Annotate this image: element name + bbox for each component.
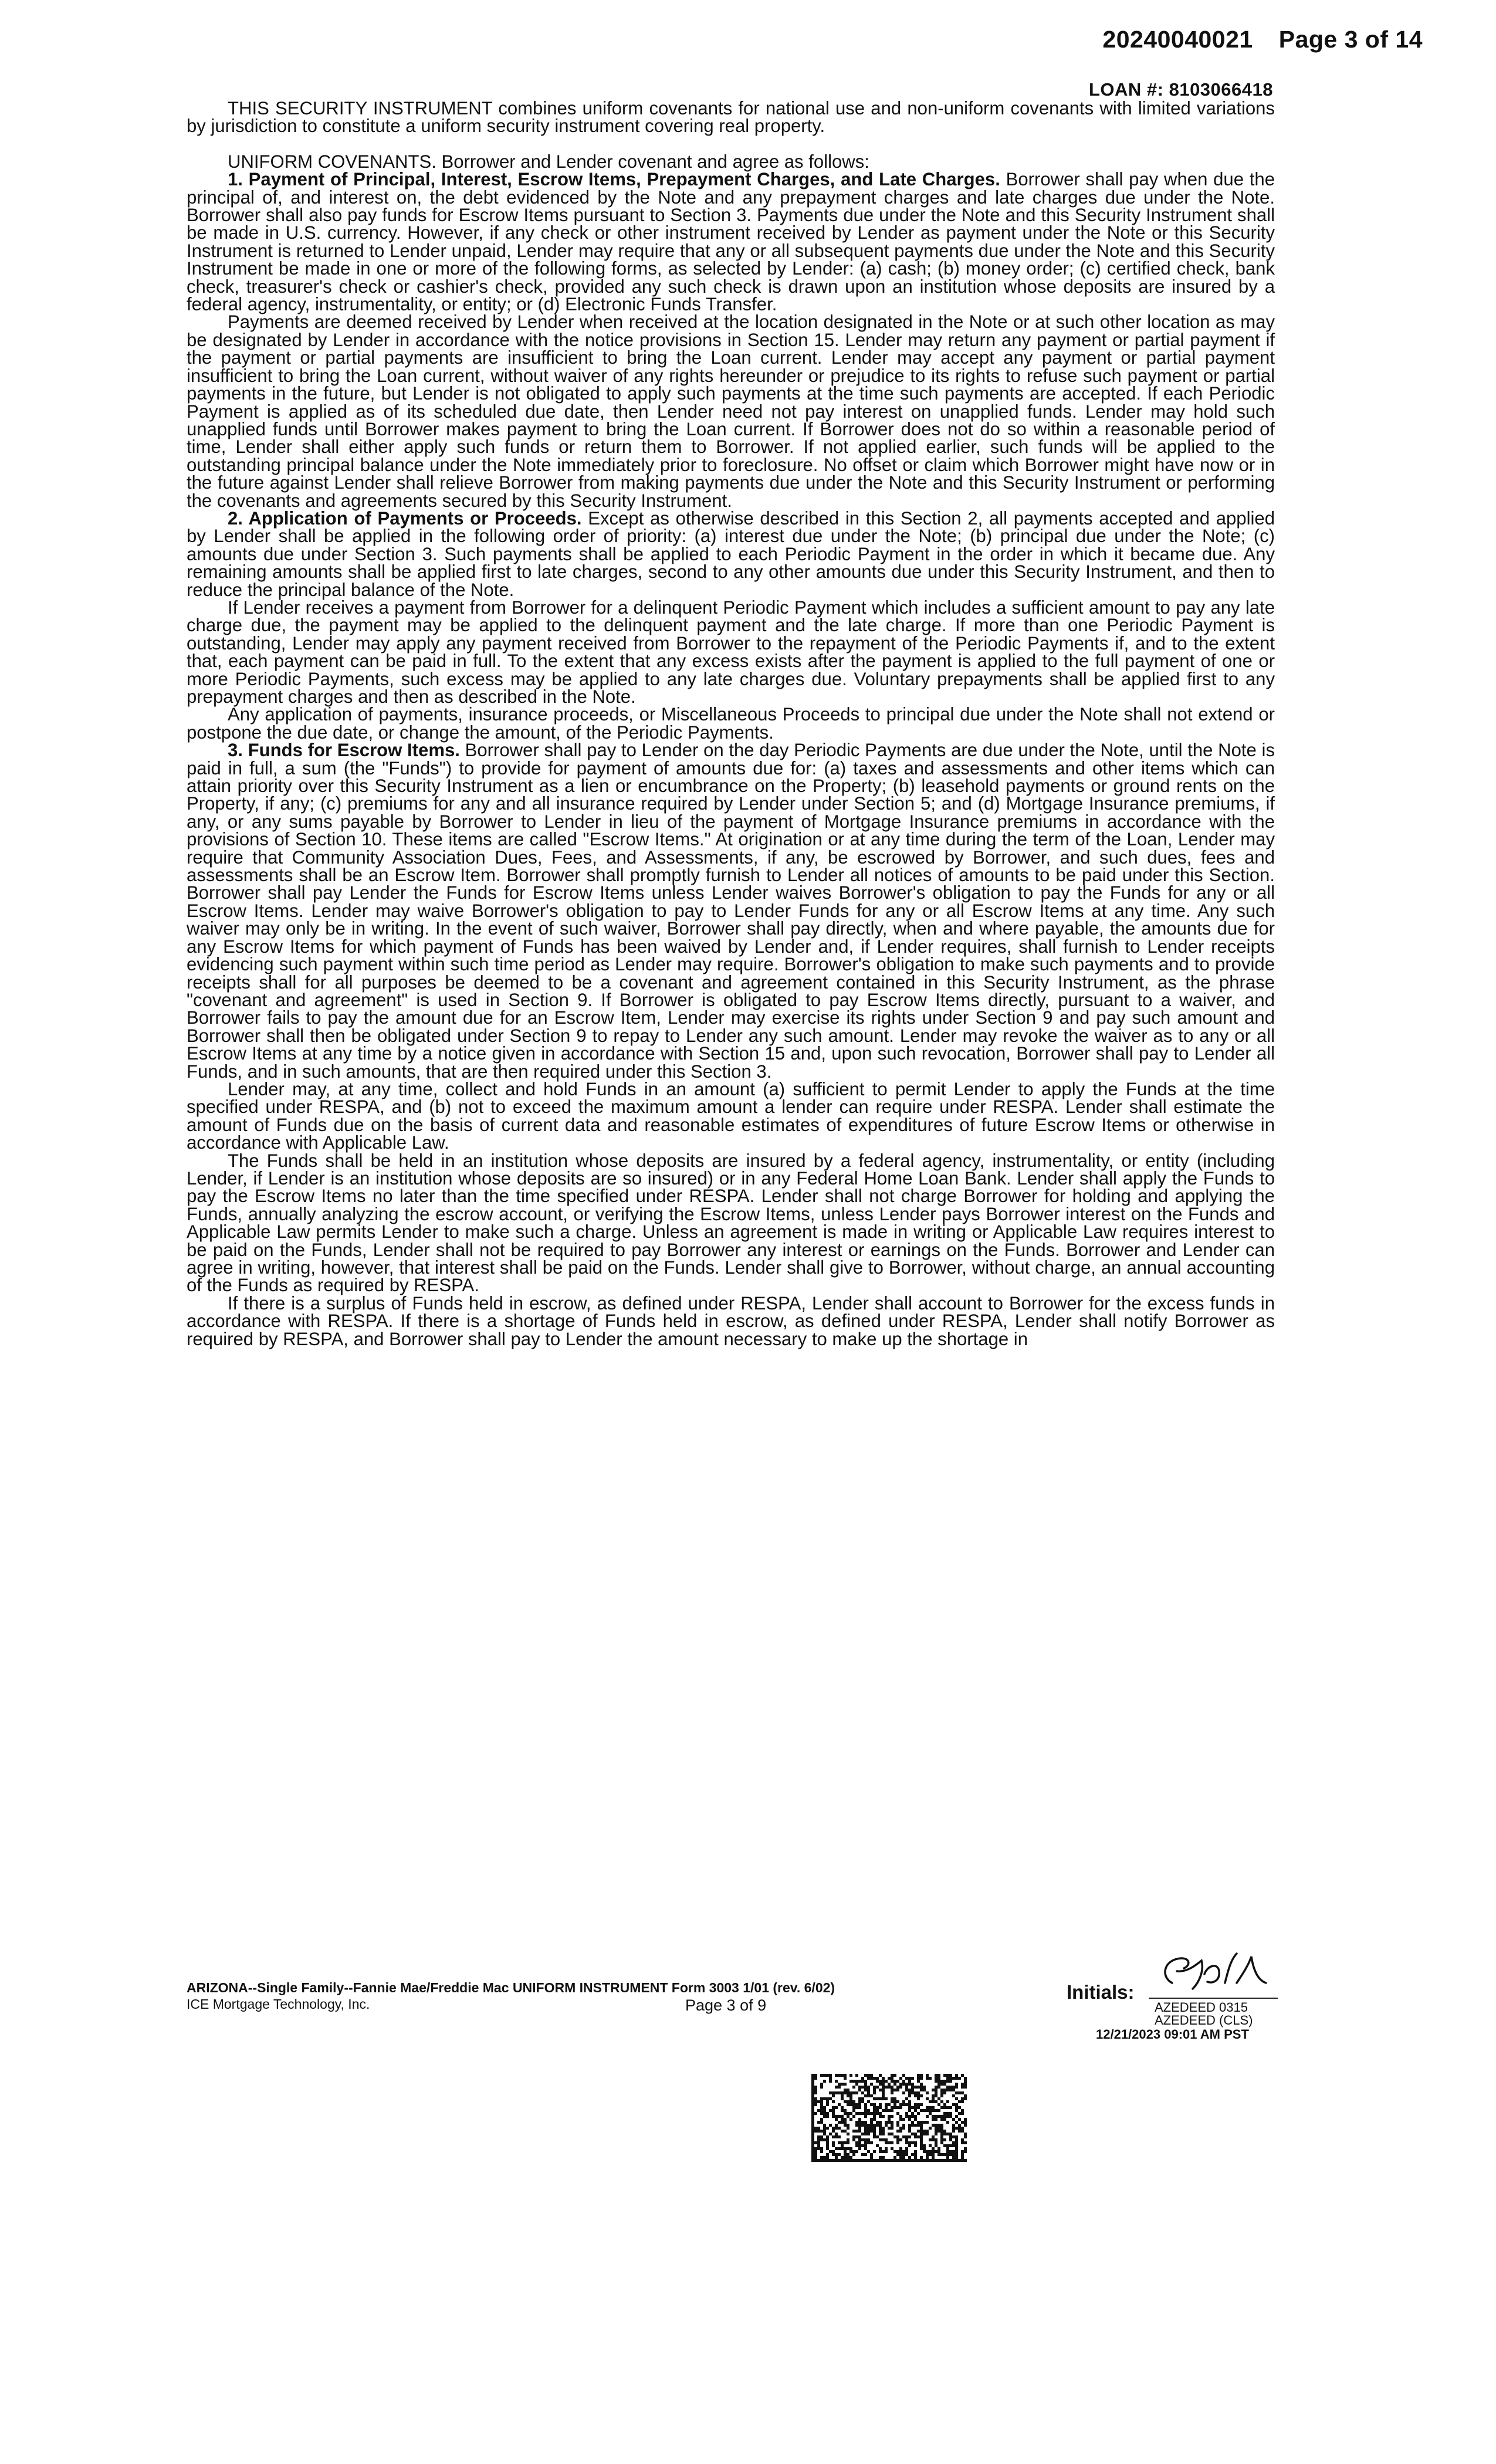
- page-of-total: Page 3 of 14: [1278, 26, 1423, 53]
- section-2-text: Except as otherwise described in this Section 2, all payments accepted and applied by Lender shall be applied in the following order of priority: (a) interest due under the Note; (b) principal due under the Note; (c) amounts due under Section 3. Such payments shall be applied to each Periodic Payment in the order in which it became due. Any remaining amounts shall be applied first to late charges, second to any other amounts due under this Security Instrument, and then to reduce the principal balance of the Note.: [187, 507, 1275, 600]
- form-page-number: Page 3 of 9: [685, 1996, 767, 2014]
- initials-signature: [1149, 1948, 1284, 2001]
- page-footer: [187, 1974, 1275, 2042]
- recording-number: 20240040021: [1102, 26, 1253, 53]
- section-2-paragraph-2: If Lender receives a payment from Borrower for a delinquent Periodic Payment which includes a sufficient amount to pay any late charge due, the payment may be applied to the delinquent payment and the late charge. If more than one Periodic Payment is outstanding, Lender may apply any payment received from Borrower to the repayment of the Periodic Payments if, and to the extent that, each payment can be paid in full. To the extent that any excess exists after the payment is applied to the full payment of one or more Periodic Payments, such excess may be applied to any late charges due. Voluntary prepayments shall be applied first to any prepayment charges and then as described in the Note.: [187, 597, 1275, 707]
- section-3-text: Borrower shall pay to Lender on the day Periodic Payments are due under the Note, until the Note is paid in full, a sum (the "Funds") to provide for payment of amounts due for: (a) taxes and assessments and other items which can attain priority over this Security Instrument as a lien or encumbrance on the Property; (b) leasehold payments or ground rents on the Property, if any; (c) premiums for any and all insurance required by Lender under Section 5; and (d) Mortgage Insurance premiums, if any, or any sums payable by Borrower to Lender in lieu of the payment of Mortgage Insurance premiums in accordance with the provisions of Section 10. These items are called "Escrow Items." At origination or at any time during the term of the Loan, Lender may require that Community Association Dues, Fees, and Assessments, if any, be escrowed by Borrower, and such dues, fees and assessments shall be an Escrow Item. Borrower shall promptly furnish to Lender all notices of amounts to be paid under this Section. Borrower shall pay Lender the Funds for Escrow Items unless Lender waives Borrower's obligation to pay the Funds for any or all Escrow Items. Lender may waive Borrower's obligation to pay to Lender Funds for any or all Escrow Items at any time. Any such waiver may only be in writing. In the event of such waiver, Borrower shall pay directly, when and where payable, the amounts due for any Escrow Items for which payment of Funds has been waived by Lender and, if Lender requires, shall furnish to Lender receipts evidencing such payment within such time period as Lender may require. Borrower's obligation to make such payments and to provide receipts shall for all purposes be deemed to be a covenant and agreement contained in this Security Instrument, as the phrase "covenant and agreement" is used in Section 9. If Borrower is obligated to pay Escrow Items directly, pursuant to a waiver, and Borrower fails to pay the amount due for an Escrow Item, Lender may exercise its rights under Section 9 and pay such amount and Borrower shall then be obligated under Section 9 to repay to Lender any such amount. Lender may revoke the waiver as to any or all Escrow Items at any time by a notice given in accordance with Section 15 and, upon such revocation, Borrower shall pay to Lender all Funds, and in such amounts, that are then required under this Section 3.: [187, 740, 1275, 1082]
- section-2-paragraph: [187, 507, 1275, 600]
- form-code: AZEDEED 0315: [1155, 2000, 1248, 2015]
- form-identifier: ARIZONA--Single Family--Fannie Mae/Freddie Mac UNIFORM INSTRUMENT Form 3003 1/01 (rev. 6/02): [187, 1980, 835, 1995]
- section-3-paragraph-2: Lender may, at any time, collect and hold Funds in an amount (a) sufficient to permit Lender to apply the Funds at the time specified under RESPA, and (b) not to exceed the maximum amount a lender can require under RESPA. Lender shall estimate the amount of Funds due on the basis of current data and reasonable estimates of expenditures of future Escrow Items or otherwise in accordance with Applicable Law.: [187, 1078, 1275, 1153]
- company-name: ICE Mortgage Technology, Inc.: [187, 1996, 370, 2012]
- section-2-heading: 2. Application of Payments or Proceeds.: [228, 507, 582, 529]
- timestamp: 12/21/2023 09:01 AM PST: [1096, 2027, 1249, 2042]
- section-1-heading: 1. Payment of Principal, Interest, Escrow Items, Prepayment Charges, and Late Charges.: [228, 169, 1000, 190]
- section-1-paragraph: [187, 171, 1275, 313]
- initials-label: Initials:: [1067, 1981, 1135, 2003]
- section-3-paragraph-4: If there is a surplus of Funds held in escrow, as defined under RESPA, Lender shall account to Borrower for the excess funds in accordance with RESPA. If there is a shortage of Funds held in escrow, as defined under RESPA, Lender shall notify Borrower as required by RESPA, and Borrower shall pay to Lender the amount necessary to make up the shortage in: [187, 1292, 1275, 1349]
- section-3-heading: 3. Funds for Escrow Items.: [228, 740, 460, 761]
- uniform-covenants-heading: UNIFORM COVENANTS. Borrower and Lender covenant and agree as follows:: [228, 151, 869, 172]
- form-code-cls: AZEDEED (CLS): [1155, 2013, 1253, 2028]
- recording-header: [1102, 26, 1423, 53]
- section-1-text: Borrower shall pay when due the principal of, and interest on, the debt evidenced by the Note and any prepayment charges and late charges due under the Note. Borrower shall also pay funds for Escrow Items pursuant to Section 3. Payments due under the Note and this Security Instrument shall be made in U.S. currency. However, if any check or other instrument received by Lender as payment under the Note or this Security Instrument is returned to Lender unpaid, Lender may require that any or all subsequent payments due under the Note and this Security Instrument be made in one or more of the following forms, as selected by Lender: (a) cash; (b) money order; (c) certified check, bank check, treasurer's check or cashier's check, provided any such check is drawn upon an institution whose deposits are insured by a federal agency, instrumentality, or entity; or (d) Electronic Funds Transfer.: [187, 169, 1275, 315]
- intro-paragraph: THIS SECURITY INSTRUMENT combines uniform covenants for national use and non-uniform covenants with limited variations by jurisdiction to constitute a uniform security instrument covering real property.: [187, 98, 1275, 137]
- loan-number: LOAN #: 8103066418: [1088, 79, 1273, 100]
- section-1-paragraph-2: Payments are deemed received by Lender when received at the location designated in the Note or at such other location as may be designated by Lender in accordance with the notice provisions in Section 15. Lender may return any payment or partial payment if the payment or partial payments are insufficient to bring the Loan current. Lender may accept any payment or partial payment insufficient to bring the Loan current, without waiver of any rights hereunder or prejudice to its rights to refuse such payment or partial payments in the future, but Lender is not obligated to apply such payments at the time such payments are accepted. If each Periodic Payment is applied as of its scheduled due date, then Lender need not pay interest on unapplied funds. Lender may hold such unapplied funds until Borrower makes payment to bring the Loan current. If Borrower does not do so within a reasonable period of time, Lender shall either apply such funds or return them to Borrower. If not applied earlier, such funds will be applied to the outstanding principal balance under the Note immediately prior to foreclosure. No offset or claim which Borrower might have now or in the future against Lender shall relieve Borrower from making payments due under the Note and this Security Instrument or performing the covenants and agreements secured by this Security Instrument.: [187, 312, 1275, 511]
- section-2-paragraph-3: Any application of payments, insurance proceeds, or Miscellaneous Proceeds to principal due under the Note shall not extend or postpone the due date, or change the amount, of the Periodic Payments.: [187, 704, 1275, 743]
- document-body: [187, 100, 1275, 1348]
- initials-line: [1149, 1998, 1278, 1999]
- section-3-paragraph: [187, 742, 1275, 1081]
- section-3-paragraph-3: The Funds shall be held in an institution whose deposits are insured by a federal agency, instrumentality, or entity (including Lender, if Lender is an institution whose deposits are so insured) or in any Federal Home Loan Bank. Lender shall apply the Funds to pay the Escrow Items no later than the time specified under RESPA. Lender shall not charge Borrower for holding and applying the Funds, annually analyzing the escrow account, or verifying the Escrow Items, unless Lender pays Borrower interest on the Funds and Applicable Law permits Lender to make such a charge. Unless an agreement is made in writing or Applicable Law requires interest to be paid on the Funds, Lender shall not be required to pay Borrower any interest or earnings on the Funds. Borrower and Lender can agree in writing, however, that interest shall be paid on the Funds. Lender shall give to Borrower, without charge, an annual accounting of the Funds as required by RESPA.: [187, 1150, 1275, 1296]
- barcode-image: [811, 2074, 967, 2162]
